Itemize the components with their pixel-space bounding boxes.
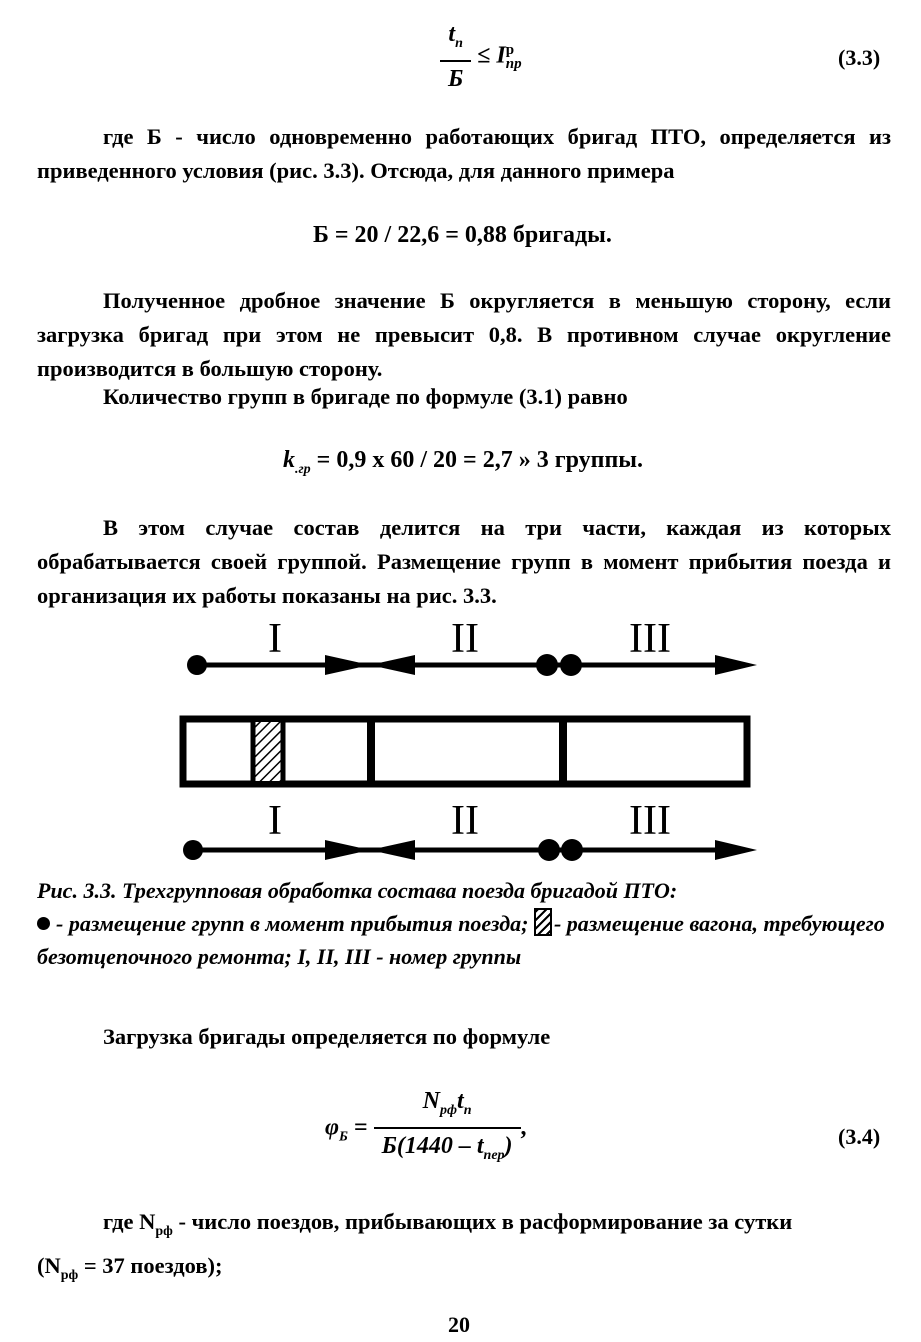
figure-top-label-2: II <box>451 616 479 662</box>
top-arrow-group-2-left <box>370 655 415 675</box>
formula-3-4-num-n-sub: рф <box>440 1103 458 1118</box>
formula-3-4-num-t-sub: п <box>463 1103 472 1118</box>
formula-3-4-den-sub: пер <box>483 1148 505 1163</box>
bottom-group-3-position-dot <box>561 839 583 861</box>
paragraph-trains-count-rest: - число поездов, прибывающих в расформирование за сутки <box>172 1209 793 1234</box>
formula-3-3-rhs-sup: р <box>505 42 515 58</box>
formula-3-4-lhs: φ <box>325 1114 340 1141</box>
figure-bottom-label-1: I <box>268 798 282 844</box>
figure-top-label-1: I <box>268 616 282 662</box>
formula-3-3-denominator: Б <box>448 66 464 92</box>
figure-caption-legend <box>37 907 897 973</box>
formula-3-4-equals: = <box>353 1114 368 1141</box>
bottom-arrow-group-1-right <box>325 840 370 860</box>
figure-3-3 <box>175 618 765 878</box>
formula-3-3 <box>440 18 522 96</box>
formula-3-4-den-close: ) <box>504 1133 513 1159</box>
legend-hatch-text: - размещение вагона, требующего безотцепочного ремонта; I, II, III - номер группы <box>37 911 885 969</box>
legend-dot-text: - размещение групп в момент прибытия поезда; <box>56 911 529 936</box>
formula-3-3-relation: ≤ <box>477 42 491 69</box>
page-number: 20 <box>448 1312 470 1337</box>
formula-3-4-trailing-comma: , <box>520 1114 527 1141</box>
paragraph-three-groups: В этом случае состав делится на три части, каждая из которых обрабатывается своей группой. Размещение групп в момент прибытия поезда и организация их работы показаны на рис. 3.3. <box>37 515 891 608</box>
figure-bottom-label-3: III <box>629 798 671 844</box>
equation-number-3-3: (3.3) <box>838 45 881 70</box>
paragraph-group-count: Количество групп в бригаде по формуле (3.1) равно <box>103 384 628 409</box>
formula-k-expression: = 0,9 х 60 / 20 = 2,7 » 3 группы. <box>316 447 644 473</box>
paragraph-brigades-definition: где Б - число одновременно работающих бригад ПТО, определяется из приведенного условия (рис. 3.3). Отсюда, для данного примера <box>37 124 891 183</box>
bottom-arrow-group-2-left <box>370 840 415 860</box>
formula-3-4-num-t: t <box>457 1088 464 1114</box>
top-group-2-position-dot <box>536 654 558 676</box>
paragraph-trains-count-sub: рф <box>155 1224 173 1239</box>
formula-k-subscript: .гр <box>295 462 311 477</box>
equation-number-3-4: (3.4) <box>838 1124 881 1149</box>
formula-3-4-denominator: Б(1440 – t <box>381 1133 484 1159</box>
bottom-arrow-group-3-right <box>715 840 757 860</box>
paragraph-trains-value-sub: рф <box>60 1268 79 1283</box>
formula-brigade-count: Б = 20 / 22,6 = 0,88 бригады. <box>313 222 612 248</box>
bottom-group-2-position-dot <box>538 839 560 861</box>
formula-3-3-rhs-sub: пр <box>505 56 522 72</box>
formula-3-3-rhs: I <box>496 42 506 69</box>
top-group-3-position-dot <box>560 654 582 676</box>
paragraph-trains-count-lead: где N <box>103 1209 156 1234</box>
top-arrows-row <box>187 654 757 676</box>
train-composition <box>183 719 747 784</box>
paragraph-trains-value-rest: = 37 поездов); <box>78 1253 223 1278</box>
top-arrow-group-3-right <box>715 655 757 675</box>
paragraph-trains-count <box>37 1205 891 1293</box>
formula-3-3-numerator-sub: п <box>455 36 463 51</box>
paragraph-trains-value-open: (N <box>37 1253 61 1278</box>
paragraph-brigade-load: Загрузка бригады определяется по формуле <box>103 1024 551 1049</box>
formula-3-4-lhs-sub: Б <box>339 1129 348 1145</box>
figure-top-label-3: III <box>629 616 671 662</box>
formula-k-variable: k <box>283 447 295 473</box>
formula-3-4 <box>325 1085 527 1173</box>
legend-dot-icon <box>37 917 50 930</box>
formula-3-3-fraction <box>440 18 471 96</box>
top-group-1-position-dot <box>187 655 207 675</box>
figure-caption-title: Рис. 3.3. Трехгрупповая обработка состава поезда бригадой ПТО: <box>37 878 678 903</box>
formula-3-4-num-n: N <box>422 1088 441 1114</box>
car-needing-repair-hatched <box>253 722 283 781</box>
legend-hatched-car-icon <box>534 908 552 936</box>
formula-3-4-fraction <box>374 1085 521 1173</box>
figure-caption <box>37 874 897 973</box>
formula-3-3-numerator: t <box>448 21 456 47</box>
formula-group-count <box>283 447 643 478</box>
top-arrow-group-1-right <box>325 655 370 675</box>
paragraph-rounding-rule: Полученное дробное значение Б округляется в меньшую сторону, если загрузка бригад при этом не превысит 0,8. В противном случае округление производится в большую сторону. <box>37 288 891 381</box>
figure-bottom-label-2: II <box>451 798 479 844</box>
bottom-group-1-position-dot <box>183 840 203 860</box>
